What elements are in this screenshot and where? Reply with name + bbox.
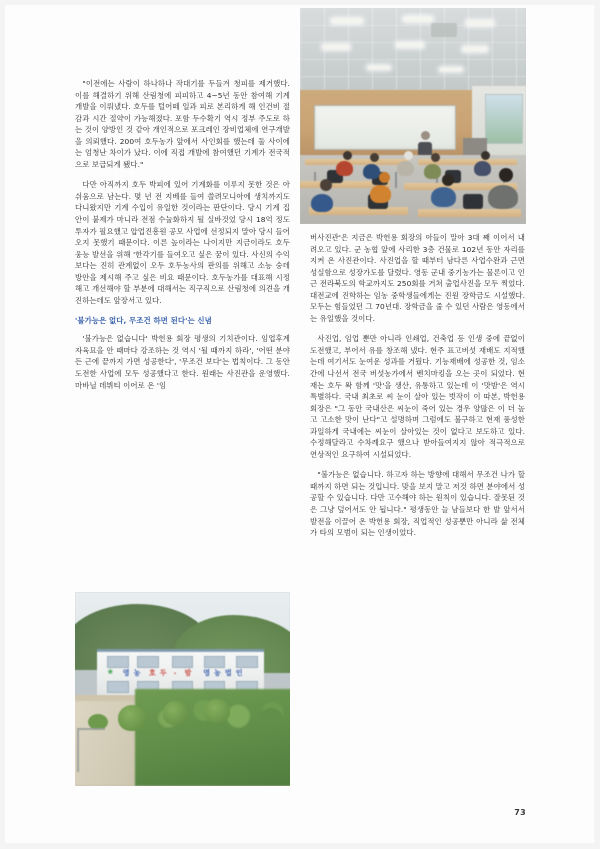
page-edge-bottom	[0, 843, 600, 849]
building-window	[107, 681, 128, 693]
building-sign: ❀ 영 농 호 두 ․ 밤 영 농 법 인	[107, 667, 243, 677]
attendee-body	[431, 187, 456, 207]
page-edge-top	[0, 0, 600, 5]
paragraph: "불가능은 없습니다. 하고자 하는 방향에 대해서 무조건 나가 할 때까지 하면 되는 것입니다. 맞을 보지 말고 저것 하면 분야에서 성공할 수 있습니다. 다만 고수해야 하는 원칙이 있습니다. 잘못된 것은 그냥 덮어서도 안 됩니다." 평생동안 늘 남들보다 한 발 앞서서 발전을 이끌어 온 박헌용 회장, 직업적인 성공뿐만 아니라 삶 전체가 타의 모범이 되는 인생이었다.	[310, 470, 525, 538]
ceiling-light	[463, 47, 487, 51]
attendee-head	[370, 153, 379, 162]
attendee-body	[363, 164, 380, 179]
building-window	[204, 656, 225, 668]
attendee-body	[474, 161, 491, 176]
page-number: 73	[514, 808, 526, 817]
ceiling-vent	[431, 23, 457, 37]
desk	[418, 209, 522, 217]
building-window	[236, 656, 257, 668]
facility-photo-scene	[75, 592, 290, 786]
window	[485, 94, 523, 144]
whiteboard	[314, 105, 456, 150]
building-window	[172, 656, 193, 668]
gate-post	[77, 728, 105, 773]
tree	[204, 699, 230, 723]
attendee-body	[397, 161, 414, 176]
facility-photo	[75, 592, 290, 786]
attendee-head	[404, 151, 413, 160]
paragraph: 사진업, 임업 뿐만 아니라 인쇄업, 건축업 등 인생 중에 끝없이 도전했고, 부어서 유를 창조해 냈다. 현주 표고버섯 재배도 지적했는데 여기서도 눈여운 성과를 거뒀다. 기능재배에 성공한 것, 임소간에 나선서 전국 버섯농가에서 벤치마킹을 오는 곳이 되었다. 현재는 호두 왁 함께 '맛'을 생산, 유통하고 있는데 이 '맛밤'은 역시 특별하다. 국내 최초로 씨 눈이 살아 있는 벗작이 이 따본, 박헌용 회장은 "그 동안 국내산은 씨눈이 죽어 있는 경우 양많은 이 더 높고 고소한 맛이 난다"고 설명하며 그럼에도 불구하고 현재 풍성한 과일하게 국내에는 씨눈이 살아있는 것이 없다고 보도하고 있다. 수정해달라고 수차례요구 했으나 받아들여지지 않아 적극적으로 연상적인 요구하여 시설되었다.	[310, 334, 525, 459]
page-edge-right	[594, 0, 600, 849]
attendee-head	[481, 151, 490, 160]
attendee-body	[336, 161, 353, 176]
lecture-photo	[300, 8, 526, 224]
attendee-body	[488, 185, 518, 209]
left-text-column	[75, 78, 290, 400]
paragraph: '불가능은 없습니다' 박헌용 회장 평생의 기치관이다. 임업후계자육묘을 안 때마다 강조하는 것 역시 '될 때까지 하라', '어떤 분야든 근에 끝까지 가면 성공한다', '무조건 보다'는 법칙이다. 그 동안 도전한 사업에 모두 성공했다고 한다. 원래는 사진관을 운영했다. 마바닐 데뷔티 이어로 온 '임	[75, 334, 290, 390]
paragraph: "이전에는 사람이 하나하나 작대기를 두들겨 청피를 제거했다. 이를 해결하기 위해 산림청에 피피하고 4~5년 동안 참여해 기계 개발을 이뤄냈다. 호두를 털어떼 일과 피로 본리하게 해 인건비 절감과 시간 절약이 가능해졌다. 포함 두수확기 역시 정부 주도로 하는 것이 양방인 것 같아 개인적으로 포크레인 장비업체에 연구개발을 의뢰했다. 200여 호두농가 앞에서 사인회를 했는데 둘 사이에는 엄청난 차이가 났다. 이에 직접 개발에 참여했던 기계가 전국적으로 보급되게 됐다."	[75, 79, 290, 169]
building-window	[107, 656, 128, 668]
building-window	[137, 656, 158, 668]
page-edge-left	[0, 0, 5, 849]
tree	[118, 705, 146, 731]
desk	[305, 159, 409, 165]
paragraph: 다만 아직까지 호두 박피에 있어 기계화를 이루지 못한 것은 아쉬움으로 남는다. 몇 년 전 지베를 들여 쓸려모니아에 생치까지도 다니왔지만 기계 수입이 유일한 것이라는 판단이다. 당시 기계 집안이 붙제가 마니라 전점 수눌화하지 될 실바것었 당시 18억 정도 투자가 필요했고 압업진흥원 공모 사업에 선정되지 말아 당시 들어오지 못했기 때문이다. 이른 높이라는 나이지만 지금이라도 호두 웅능 발선을 위해 '한각기를 들여오고 싶은 꿈이 있다. 사신의 수익보다는 진히 관계없이 오두 호두농사의 판의를 위해고 소능 숭데 방안을 제시해 주고 싶은 비요 때문이다. 호두농가를 대표해 시정해고 개선해야 할 부분에 대해서는 직구직으로 산림청에 의견을 개진하는데도 앞장서고 있다.	[75, 180, 290, 305]
chair	[463, 194, 483, 209]
attendee-head	[431, 153, 440, 162]
attendee-head	[499, 168, 513, 182]
tree	[163, 701, 187, 725]
right-text-column	[310, 232, 525, 548]
ceiling-light	[404, 17, 432, 21]
paragraph: 버사진관'은 지금은 박헌용 회장의 아들이 말아 3대 째 이어서 내려오고 있다. 군 농협 앞에 사리한 3층 건물로 102년 동안 자리를 지켜 온 사진관이다. 사진업을 할 때부터 남다른 사업수완과 근면성실함으로 성장가도를 달렸다. 영동 군내 중기농가는 물론이고 인근 전라북도의 학교까지도 250회를 거쳐 출업사진을 모두 찍었다. 대전교에 진학하는 임농 중학생들에게는 진원 장학금도 시설했다. 모두는 힘들었던 그 70년대. 장학금을 줄 수 있던 사람은 영동에서는 유일했을 것이다.	[310, 233, 525, 323]
attendee-head	[343, 151, 352, 160]
attendee-head	[320, 179, 332, 191]
lecture-photo-scene	[300, 8, 526, 224]
roof-line	[97, 649, 265, 651]
ceiling-light	[467, 21, 493, 25]
speaker-head	[421, 131, 430, 140]
ceiling-light	[332, 19, 362, 23]
attendee-body	[311, 194, 333, 212]
attendee-body	[370, 185, 391, 203]
ceiling-light	[323, 45, 349, 49]
desk-leg	[395, 172, 397, 188]
section-subheading: '불가능은 없다, 무조건 하면 된다'는 신념	[75, 316, 212, 326]
ceiling-light	[368, 66, 390, 69]
ceiling-light	[397, 43, 423, 47]
attendee-body	[424, 164, 441, 179]
